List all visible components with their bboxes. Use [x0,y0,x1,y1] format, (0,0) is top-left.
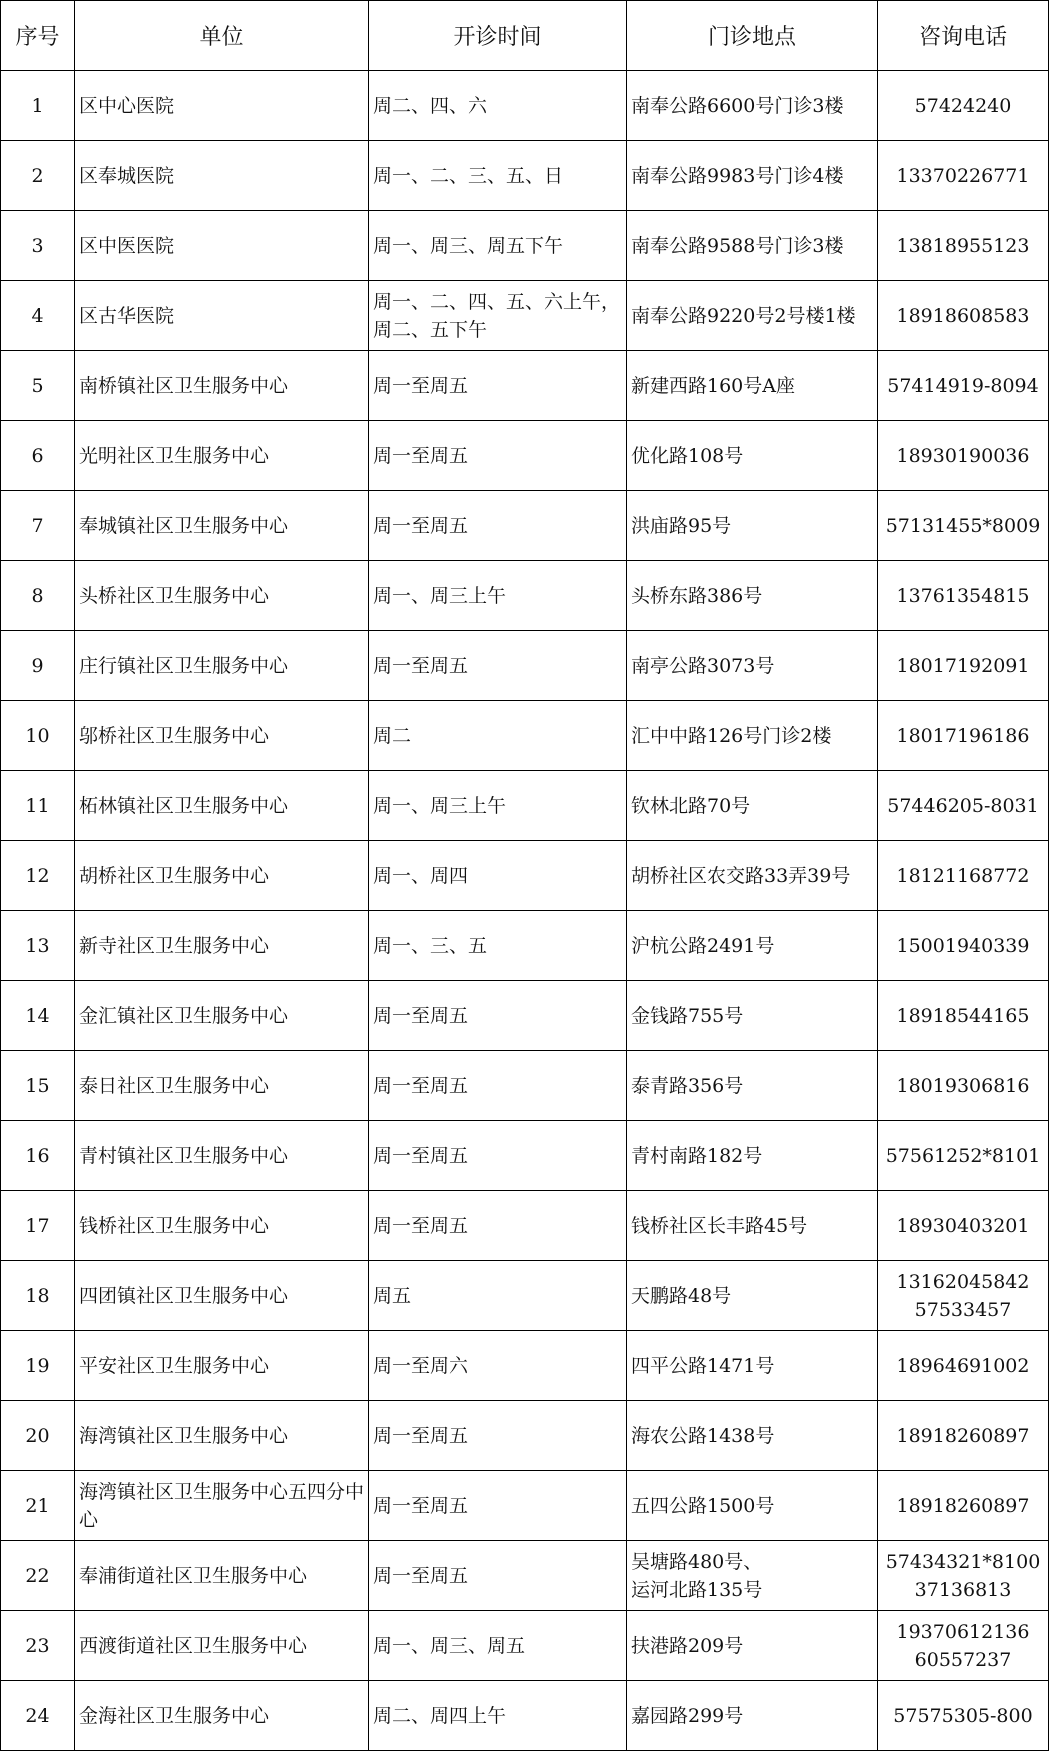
header-row [1,1,1049,71]
table-row [1,211,1049,281]
cell-unit: 庄行镇社区卫生服务中心 [75,631,369,701]
table-row [1,421,1049,491]
table-row [1,1051,1049,1121]
cell-phone: 57446205-8031 [878,771,1049,841]
cell-clinic-hours: 周二 [369,701,627,771]
cell-clinic-hours: 周一至周五 [369,1191,627,1261]
cell-unit: 邬桥社区卫生服务中心 [75,701,369,771]
cell-unit: 区中医医院 [75,211,369,281]
cell-serial-number: 9 [1,631,75,701]
cell-clinic-location-line: 运河北路135号 [631,1578,763,1601]
cell-unit: 柘林镇社区卫生服务中心 [75,771,369,841]
cell-clinic-hours: 周一至周五 [369,981,627,1051]
cell-serial-number: 11 [1,771,75,841]
cell-clinic-hours: 周一至周六 [369,1331,627,1401]
cell-clinic-location: 嘉园路299号 [627,1681,878,1751]
table-row [1,1681,1049,1751]
table-row [1,771,1049,841]
table-row [1,841,1049,911]
cell-clinic-hours: 周一、周四 [369,841,627,911]
cell-unit: 区奉城医院 [75,141,369,211]
cell-phone: 57131455*8009 [878,491,1049,561]
cell-serial-number: 2 [1,141,75,211]
cell-unit: 四团镇社区卫生服务中心 [75,1261,369,1331]
cell-phone: 18017192091 [878,631,1049,701]
cell-clinic-hours: 周一、周三上午 [369,561,627,631]
cell-serial-number: 20 [1,1401,75,1471]
cell-serial-number: 15 [1,1051,75,1121]
cell-unit: 钱桥社区卫生服务中心 [75,1191,369,1261]
table-row [1,1261,1049,1331]
cell-clinic-hours: 周五 [369,1261,627,1331]
cell-clinic-location: 天鹏路48号 [627,1261,878,1331]
cell-phone: 18964691002 [878,1331,1049,1401]
header-phone: 咨询电话 [878,1,1049,71]
cell-unit: 区古华医院 [75,281,369,351]
header-clinic-hours: 开诊时间 [369,1,627,71]
cell-phone: 13761354815 [878,561,1049,631]
cell-clinic-hours: 周一、周三上午 [369,771,627,841]
cell-serial-number: 19 [1,1331,75,1401]
cell-clinic-hours: 周一至周五 [369,1121,627,1191]
cell-clinic-hours: 周一、二、四、五、六上午，周二、五下午 [369,281,627,351]
cell-clinic-location: 南奉公路9983号门诊4楼 [627,141,878,211]
cell-clinic-location: 沪杭公路2491号 [627,911,878,981]
cell-clinic-hours: 周一至周五 [369,491,627,561]
cell-serial-number: 3 [1,211,75,281]
cell-clinic-location: 钱桥社区长丰路45号 [627,1191,878,1261]
cell-clinic-location: 头桥东路386号 [627,561,878,631]
header-unit: 单位 [75,1,369,71]
table-row [1,1121,1049,1191]
cell-unit: 胡桥社区卫生服务中心 [75,841,369,911]
table-row [1,1401,1049,1471]
cell-clinic-location: 南亭公路3073号 [627,631,878,701]
cell-serial-number: 8 [1,561,75,631]
cell-clinic-location-line: 吴塘路480号、 [631,1550,763,1573]
cell-clinic-location: 汇中中路126号门诊2楼 [627,701,878,771]
cell-serial-number: 1 [1,71,75,141]
table-header [1,1,1049,71]
cell-clinic-location: 洪庙路95号 [627,491,878,561]
table-row [1,1611,1049,1681]
cell-unit: 西渡街道社区卫生服务中心 [75,1611,369,1681]
table-row [1,1541,1049,1611]
table-row [1,981,1049,1051]
table-row [1,141,1049,211]
cell-phone: 18918260897 [878,1401,1049,1471]
cell-unit: 区中心医院 [75,71,369,141]
cell-clinic-location [627,1541,878,1611]
cell-serial-number: 23 [1,1611,75,1681]
table-row [1,71,1049,141]
cell-serial-number: 21 [1,1471,75,1541]
cell-unit: 海湾镇社区卫生服务中心 [75,1401,369,1471]
cell-phone: 18017196186 [878,701,1049,771]
cell-clinic-location: 胡桥社区农交路33弄39号 [627,841,878,911]
cell-clinic-hours: 周一、周三、周五下午 [369,211,627,281]
table-row [1,701,1049,771]
cell-clinic-location: 扶港路209号 [627,1611,878,1681]
cell-clinic-hours: 周一至周五 [369,1541,627,1611]
cell-unit: 新寺社区卫生服务中心 [75,911,369,981]
cell-serial-number: 24 [1,1681,75,1751]
cell-unit: 青村镇社区卫生服务中心 [75,1121,369,1191]
cell-serial-number: 16 [1,1121,75,1191]
cell-clinic-location: 南奉公路9220号2号楼1楼 [627,281,878,351]
cell-unit: 金汇镇社区卫生服务中心 [75,981,369,1051]
cell-serial-number: 5 [1,351,75,421]
cell-phone: 18019306816 [878,1051,1049,1121]
cell-unit: 奉城镇社区卫生服务中心 [75,491,369,561]
cell-serial-number: 17 [1,1191,75,1261]
cell-clinic-hours: 周一、三、五 [369,911,627,981]
table-row [1,491,1049,561]
cell-serial-number: 18 [1,1261,75,1331]
cell-phone: 57575305-800 [878,1681,1049,1751]
cell-clinic-location: 钦林北路70号 [627,771,878,841]
cell-phone: 18121168772 [878,841,1049,911]
cell-unit: 平安社区卫生服务中心 [75,1331,369,1401]
cell-clinic-location: 四平公路1471号 [627,1331,878,1401]
cell-phone: 13162045842 57533457 [878,1261,1049,1331]
cell-serial-number: 7 [1,491,75,561]
cell-clinic-location: 南奉公路9588号门诊3楼 [627,211,878,281]
cell-clinic-hours: 周一、周三、周五 [369,1611,627,1681]
cell-clinic-hours: 周一、二、三、五、日 [369,141,627,211]
cell-unit: 金海社区卫生服务中心 [75,1681,369,1751]
cell-phone: 18918608583 [878,281,1049,351]
cell-phone: 18918260897 [878,1471,1049,1541]
cell-serial-number: 4 [1,281,75,351]
cell-phone: 18930190036 [878,421,1049,491]
cell-clinic-hours: 周一至周五 [369,1471,627,1541]
cell-clinic-location: 泰青路356号 [627,1051,878,1121]
cell-unit: 泰日社区卫生服务中心 [75,1051,369,1121]
cell-serial-number: 10 [1,701,75,771]
header-serial-number: 序号 [1,1,75,71]
cell-phone: 57414919-8094 [878,351,1049,421]
cell-clinic-location: 五四公路1500号 [627,1471,878,1541]
table-row [1,1191,1049,1261]
cell-phone: 57424240 [878,71,1049,141]
cell-clinic-location: 金钱路755号 [627,981,878,1051]
cell-serial-number: 12 [1,841,75,911]
cell-clinic-location: 新建西路160号A座 [627,351,878,421]
table-row [1,281,1049,351]
cell-phone: 15001940339 [878,911,1049,981]
cell-serial-number: 14 [1,981,75,1051]
cell-clinic-location: 优化路108号 [627,421,878,491]
cell-phone: 13818955123 [878,211,1049,281]
cell-serial-number: 13 [1,911,75,981]
cell-phone: 57434321*8100 37136813 [878,1541,1049,1611]
cell-clinic-hours: 周一至周五 [369,1401,627,1471]
header-clinic-location: 门诊地点 [627,1,878,71]
table-body [1,71,1049,1751]
cell-clinic-location: 海农公路1438号 [627,1401,878,1471]
table-row [1,911,1049,981]
cell-clinic-hours: 周一至周五 [369,421,627,491]
table-row [1,1471,1049,1541]
cell-clinic-hours: 周二、周四上午 [369,1681,627,1751]
cell-clinic-hours: 周一至周五 [369,351,627,421]
cell-clinic-location: 青村南路182号 [627,1121,878,1191]
table-row [1,1331,1049,1401]
cell-clinic-hours: 周一至周五 [369,1051,627,1121]
cell-phone: 13370226771 [878,141,1049,211]
cell-unit: 南桥镇社区卫生服务中心 [75,351,369,421]
cell-unit: 奉浦街道社区卫生服务中心 [75,1541,369,1611]
cell-phone: 18918544165 [878,981,1049,1051]
cell-serial-number: 22 [1,1541,75,1611]
cell-unit: 光明社区卫生服务中心 [75,421,369,491]
cell-clinic-hours: 周二、四、六 [369,71,627,141]
cell-clinic-hours: 周一至周五 [369,631,627,701]
cell-clinic-location: 南奉公路6600号门诊3楼 [627,71,878,141]
table-row [1,351,1049,421]
cell-unit: 头桥社区卫生服务中心 [75,561,369,631]
cell-serial-number: 6 [1,421,75,491]
cell-unit: 海湾镇社区卫生服务中心五四分中心 [75,1471,369,1541]
table-row [1,561,1049,631]
cell-phone: 19370612136 60557237 [878,1611,1049,1681]
cell-phone: 57561252*8101 [878,1121,1049,1191]
cell-phone: 18930403201 [878,1191,1049,1261]
table-row [1,631,1049,701]
